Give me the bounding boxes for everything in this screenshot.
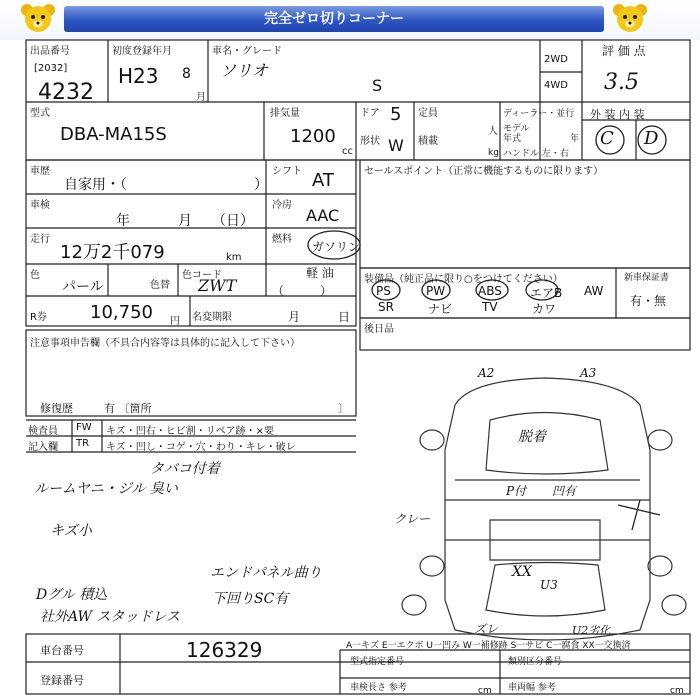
chassis-number: 126329: [186, 638, 263, 662]
equipment-leather: カワ: [532, 302, 557, 316]
score: 3.5: [604, 70, 639, 95]
dealer-label: ディーラー・並行: [503, 109, 575, 119]
fuel-label: 燃料: [272, 234, 292, 245]
fuel-gasoline: ガソリン: [312, 240, 361, 254]
handwritten-note: キズ小: [50, 523, 92, 539]
model-name: ソリオ: [220, 61, 268, 80]
repair-history-close: 〕: [338, 402, 349, 415]
handwritten-note: エンドパネル曲り: [210, 565, 322, 581]
diagram-mark: 脱着: [518, 429, 546, 445]
repair-history-value: 有 〔箇所: [104, 402, 152, 415]
ac-label: 冷房: [272, 200, 292, 211]
shift: AT: [312, 170, 334, 191]
car-diagram: [402, 378, 686, 640]
inspection-month-unit: 月: [178, 213, 192, 229]
fw-items: キズ・凹右・ヒビ割・リペア跡・×要: [106, 426, 274, 437]
load-unit: kg: [488, 148, 499, 158]
warranty-label: 新車保証書: [624, 273, 670, 283]
tr-label: TR: [76, 438, 90, 449]
equipment-airbag: エアB: [530, 286, 563, 300]
lot-number: 4232: [38, 80, 94, 105]
handwritten-marks: [308, 126, 666, 530]
displacement-label: 排気量: [270, 108, 300, 119]
diagram-mark: ズレ: [474, 622, 499, 636]
exterior-grade: C: [600, 128, 614, 149]
shift-label: シフト: [272, 166, 302, 177]
equipment-sr: SR: [378, 300, 394, 314]
fw-label: FW: [76, 422, 92, 433]
color-code: ZWT: [198, 276, 237, 295]
equipment-aw: AW: [584, 284, 604, 298]
name-change-day: 日: [338, 310, 351, 324]
fuel-diesel: 軽 油: [306, 266, 334, 280]
equipment-label: 装備品（純正品に限り○をつけてください）: [364, 274, 563, 285]
door: 5: [390, 104, 402, 125]
report-label: 注意事項申告欄（不具合内容等は具体的に記入して下さい）: [30, 338, 300, 349]
registration-number-label: 登録番号: [40, 674, 84, 687]
handwritten-note: Dグル 積込: [36, 587, 108, 603]
model-year-label: モデル: [503, 124, 530, 134]
capacity-unit: 人: [488, 126, 498, 137]
handwritten-note: 下回りSC有: [212, 591, 289, 607]
inspector-label-2: 記入欄: [28, 442, 58, 453]
color-code-label: 色コード: [182, 270, 222, 281]
sales-point-label: セールスポイント（正常に機能するものに限ります）: [364, 166, 604, 177]
score-label: 評 価 点: [602, 44, 646, 58]
shape: W: [388, 136, 404, 155]
interior-grade: D: [644, 128, 659, 149]
diagram-mark: XX: [512, 564, 532, 580]
recycle: 10,750: [90, 302, 153, 323]
chassis-label: 車台番号: [40, 644, 84, 657]
recycle-label: R券: [30, 312, 47, 323]
handwritten-note: タバコ付着: [150, 461, 220, 477]
inspection-label: 車検: [30, 200, 50, 211]
handwritten-note: ルームヤニ・ジル 臭い: [34, 481, 178, 497]
category-label: 類別区分番号: [508, 657, 563, 667]
displacement: 1200: [290, 126, 336, 147]
width-cm-unit: cm: [670, 686, 684, 696]
shape-label: 形状: [360, 136, 380, 147]
color-label: 色: [30, 270, 40, 281]
width-ref-label: 車両幅 参考: [508, 683, 556, 693]
first-registration-month: 8: [182, 66, 191, 82]
length-ref-label: 車検長さ 参考: [350, 683, 407, 693]
name-change-month: 月: [288, 310, 301, 324]
inspection-day-unit: （日）: [212, 213, 254, 229]
color-change-label: 色替: [150, 280, 170, 291]
model-name-label: 車名・グレード: [212, 46, 282, 57]
cc-unit: cc: [342, 146, 353, 157]
load-label: 積載: [418, 136, 438, 147]
equipment-navi: ナビ: [428, 302, 453, 316]
month-unit: 月: [196, 92, 206, 103]
handle-label: ハンドル 左・右: [503, 149, 569, 159]
grade: S: [372, 76, 383, 95]
type-label: 型式: [30, 108, 50, 119]
type: DBA-MA15S: [60, 124, 167, 145]
equipment-ps: PS: [376, 284, 391, 298]
diagram-mark: A3: [580, 366, 597, 380]
history-label: 車歴: [30, 166, 50, 177]
banner-title: 完全ゼロ切りコーナー: [64, 6, 604, 32]
damage-legend: A一キズ E一エクボ U一凹み W一補修跡 S一サビ C一腐食 XX一交換済: [346, 641, 631, 651]
km-unit: km: [226, 252, 242, 263]
inspection-year-unit: 年: [116, 213, 130, 229]
year-label: 年式: [503, 134, 522, 144]
diagram-mark: P付: [506, 484, 527, 498]
history-close: ）: [254, 177, 268, 193]
retrofit-label: 後日品: [364, 324, 394, 335]
diagram-mark: U3: [540, 578, 558, 592]
equipment-abs: ABS: [478, 284, 502, 298]
first-registration-label: 初度登録年月: [112, 46, 172, 57]
drive-2wd: 2WD: [544, 54, 568, 65]
warranty-value: 有・無: [630, 294, 667, 308]
first-registration-era: H23: [118, 64, 159, 88]
length-cm-unit: cm: [478, 686, 492, 696]
lot-code: [2032]: [34, 63, 68, 74]
diagram-mark: 凹有: [552, 484, 577, 498]
lot-number-label: 出品番号: [30, 46, 70, 57]
exterior-interior-label: 外 装 内 装: [590, 108, 645, 121]
fuel-other: （ ）: [272, 284, 333, 298]
name-change-label: 名変期限: [192, 312, 232, 323]
handwritten-note: 社外AW スタッドレス: [40, 609, 180, 625]
drive-4wd: 4WD: [544, 80, 568, 91]
year-unit: 年: [570, 134, 580, 144]
door-label: ドア: [360, 108, 380, 119]
mileage-label: 走行: [30, 234, 50, 245]
ac: AAC: [306, 206, 340, 225]
inspector-label: 検査員: [28, 426, 58, 437]
diagram-mark: クレー: [394, 512, 431, 526]
recycle-unit: 円: [170, 316, 180, 327]
repair-history-label: 修復歴: [40, 402, 73, 415]
type-designation-label: 型式指定番号: [350, 657, 405, 667]
history-value: 自家用・（: [64, 177, 127, 193]
equipment-tv: TV: [482, 300, 498, 314]
color: パール: [62, 279, 104, 295]
diagram-mark: A2: [478, 366, 495, 380]
tr-items: キズ・凹し・コゲ・穴・わり・キレ・破レ: [106, 442, 296, 453]
diagram-mark: U2劣化: [572, 624, 611, 637]
capacity-label: 定員: [418, 108, 438, 119]
mileage: 12万2千079: [60, 242, 165, 263]
equipment-pw: PW: [426, 284, 446, 298]
